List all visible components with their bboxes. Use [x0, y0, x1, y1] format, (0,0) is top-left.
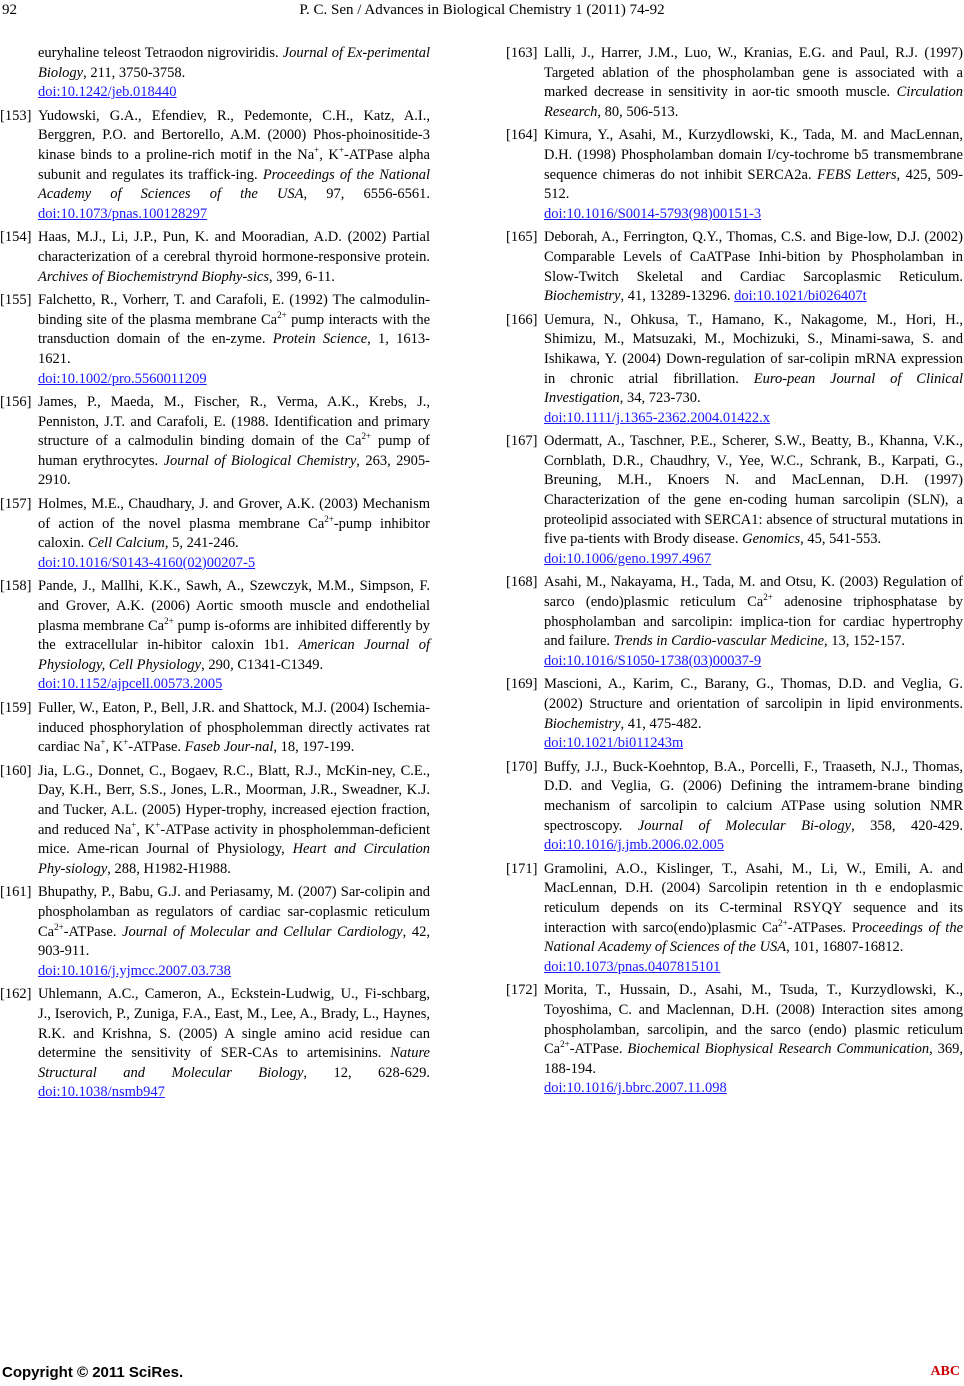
doi-link[interactable]: doi:10.1111/j.1365-2362.2004.01422.x: [544, 409, 770, 426]
reference-152-continuation: euryhaline teleost Tetraodon nigroviridis. Journal of Ex-perimental Biology, 211, 3750-3758. doi:10.1242/jeb.018440: [0, 44, 430, 103]
doi-link[interactable]: doi:10.1002/pro.5560011209: [38, 370, 207, 387]
doi-link[interactable]: doi:10.1242/jeb.018440: [38, 84, 177, 101]
reference-number: [156]: [0, 394, 32, 411]
doi-link[interactable]: doi:10.1073/pnas.0407815101: [544, 958, 721, 975]
reference-171: [171] Gramolini, A.O., Kislinger, T., Asahi, M., Li, W., Emili, A. and MacLennan, D.H. (2004) Sarcolipin retention in th e endoplasmic reticulum depends on its C-terminal RSYQY sequence and its interaction with sarco(endo)plasmic $Ca^{2+}$-ATPases. Proceedings of the National Academy of Sciences of the USA, 101, 16807-16812. doi:10.1073/pnas.0407815101: [506, 860, 963, 978]
reference-162: [162] Uhlemann, A.C., Cameron, A., Eckstein-Ludwig, U., Fi-schbarg, J., Iserovich, P., Zuniga, F.A., East, M., Lee, A., Brady, L., Haynes, R.K. and Krishna, S. (2005) A single amino acid residue can determine the sensitivity of SER-CAs to artemisinins. Nature Structural and Molecular Biology, 12, 628-629. doi:10.1038/nsmb947: [0, 985, 430, 1103]
reference-155: [155] Falchetto, R., Vorherr, T. and Carafoli, E. (1992) The calmodulin-binding site of the plasma membrane $Ca^{2+}$ pump interacts with the transduction domain of the en-zyme. Protein Science, 1, 1613-1621. doi:10.1002/pro.5560011209: [0, 291, 430, 389]
reference-number: [163]: [506, 45, 538, 61]
reference-159: [159] Fuller, W., Eaton, P., Bell, J.R. and Shattock, M.J. (2004) Ischemia-induced phosphorylation of phospholemman directly activates rat cardiac Na+, K+-ATPase. Faseb Jour-nal, 18, 197-199.: [0, 699, 430, 758]
reference-number: [155]: [0, 292, 32, 309]
reference-number: [166]: [506, 311, 538, 328]
reference-154: [154] Haas, M.J., Li, J.P., Pun, K. and Mooradian, A.D. (2002) Partial characterization of a cerebral thyroid hormone-responsive protein. Archives of Biochemistrynd Biophy-sics, 399, 6-11.: [0, 228, 430, 287]
reference-160: [160] Jia, L.G., Donnet, C., Bogaev, R.C., Blatt, R.J., McKin-ney, C.E., Day, K.H., Berr, S.S., Jones, L.R., Moorman, J.R., Sweadner, K.J. and Tucker, A.L. (2005) Hyper-trophy, increased ejection fraction, and reduced Na+, K+-ATPase activity in phospholemman-deficient mice. Ame-rican Journal of Physiology, Heart and Circulation Phy-siology, 288, H1982-H1988.: [0, 762, 430, 880]
doi-link[interactable]: doi:10.1021/bi011243m: [544, 735, 684, 752]
footer-copyright: Copyright © 2011 SciRes.: [2, 1364, 184, 1381]
reference-number: [160]: [0, 762, 32, 779]
doi-link[interactable]: doi:10.1016/j.yjmcc.2007.03.738: [38, 962, 231, 979]
doi-link[interactable]: doi:10.1021/bi026407t: [734, 288, 867, 305]
reference-number: [159]: [0, 700, 32, 716]
reference-number: [164]: [506, 127, 538, 144]
reference-number: [157]: [0, 496, 32, 513]
reference-number: [153]: [0, 107, 32, 124]
reference-number: [172]: [506, 982, 538, 999]
reference-number: [170]: [506, 758, 538, 775]
doi-link[interactable]: doi:10.1038/nsmb947: [38, 1084, 165, 1101]
reference-169: [169] Mascioni, A., Karim, C., Barany, G., Thomas, D.D. and Veglia, G. (2002) Structure and orientation of sarcolipin in lipid environments. Biochemistry, 41, 475-482. doi:10.1021/bi011243m: [506, 675, 963, 753]
doi-link[interactable]: doi:10.1016/S0014-5793(98)00151-3: [544, 205, 762, 222]
reference-161: [161] Bhupathy, P., Babu, G.J. and Periasamy, M. (2007) Sar-colipin and phospholamban as regulators of cardiac sar-coplasmic reticulum $Ca^{2+}$-ATPase. Journal of Molecular and Cellular Cardiology, 42, 903-911. doi:10.1016/j.yjmcc.2007.03.738: [0, 883, 430, 981]
reference-number: [158]: [0, 578, 32, 595]
doi-link[interactable]: doi:10.1016/S0143-4160(02)00207-5: [38, 554, 256, 571]
journal-logo: ABC: [930, 1364, 960, 1379]
reference-number: [167]: [506, 433, 538, 450]
reference-168: [168] Asahi, M., Nakayama, H., Tada, M. and Otsu, K. (2003) Regulation of sarco (endo)plasmic reticulum $Ca^{2+}$ adenosine triphosphatase by phospholamban and sarcolipin: implica-tion for cardiac hypertrophy and failure. Trends in Cardio-vascular Medicine, 13, 152-157. doi:10.1016/S1050-1738(03)00037-9: [506, 573, 963, 671]
reference-156: [156] James, P., Maeda, M., Fischer, R., Verma, A.K., Krebs, J., Penniston, J.T. and Carafoli, E. (1988. Identification and primary structure of a calmodulin binding domain of the $Ca^{2+}$ pump of human erythrocytes. Journal of Biological Chemistry, 263, 2905-2910.: [0, 393, 430, 491]
reference-number: [169]: [506, 676, 538, 693]
reference-164: [164] Kimura, Y., Asahi, M., Kurzydlowski, K., Tada, M. and MacLennan, D.H. (1998) Phospholamban domain I/cy-tochrome b5 transmembrane sequence chimeras do not inhibit SERCA2a. FEBS Letters, 425, 509-512. doi:10.1016/S0014-5793(98)00151-3: [506, 126, 963, 224]
doi-link[interactable]: doi:10.1006/geno.1997.4967: [544, 550, 712, 567]
reference-172: [172] Morita, T., Hussain, D., Asahi, M., Tsuda, T., Kurzydlowski, K., Toyoshima, C. and Maclennan, D.H. (2008) Interaction sites among phospholamban, sarcolipin, and the sarco (endo) plasmic reticulum $Ca^{2+}$-ATPase. Biochemical Biophysical Research Communication, 369, 188-194. doi:10.1016/j.bbrc.2007.11.098: [506, 981, 963, 1099]
doi-link[interactable]: doi:10.1016/j.bbrc.2007.11.098: [544, 1080, 727, 1097]
page-number: 92: [2, 2, 17, 18]
reference-167: [167] Odermatt, A., Taschner, P.E., Scherer, S.W., Beatty, B., Khanna, V.K., Cornblath, D.R., Chaudhry, V., Yee, W.C., Schrank, B., Karpati, G., Breuning, M.H., Knoers N. and MacLennan, D.H. (1997) Characterization of the gene en-coding human sarcolipin (SLN), a proteolipid associated with SERCA1: absence of structural mutations in five pa-tients with Brody disease. Genomics, 45, 541-553. doi:10.1006/geno.1997.4967: [506, 432, 963, 569]
reference-number: [162]: [0, 986, 32, 1003]
doi-link[interactable]: doi:10.1073/pnas.100128297: [38, 205, 208, 222]
reference-170: [170] Buffy, J.J., Buck-Koehntop, B.A., Porcelli, F., Traaseth, N.J., Thomas, D.D. and Veglia, G. (2006) Defining the intramem-brane binding mechanism of sarcolipin to calcium ATPase using solution NMR spectroscopy. Journal of Molecular Bi-ology, 358, 420-429. doi:10.1016/j.jmb.2006.02.005: [506, 758, 963, 856]
reference-number: [168]: [506, 574, 538, 591]
reference-number: [161]: [0, 884, 32, 901]
reference-column-left: [0, 44, 430, 1107]
reference-163: [163] Lalli, J., Harrer, J.M., Luo, W., Kranias, E.G. and Paul, R.J. (1997) Targeted ablation of the phospholamban gene is associated with a marked decrease in sensitivity in aor-tic smooth muscle. Circulation Research, 80, 506-513.: [506, 44, 963, 122]
reference-158: [158] Pande, J., Mallhi, K.K., Sawh, A., Szewczyk, M.M., Simpson, F. and Grover, A.K. (2006) Aortic smooth muscle and endothelial plasma membrane $Ca^{2+}$ pump is-oforms are inhibited differently by the extracellular in-hibitor caloxin 1b1. American Journal of Physiology, Cell Physiology, 290, C1341-C1349. doi:10.1152/ajpcell.00573.2005: [0, 577, 430, 695]
doi-link[interactable]: doi:10.1016/S1050-1738(03)00037-9: [544, 652, 762, 669]
reference-column-right: [506, 44, 963, 1103]
reference-157: [157] Holmes, M.E., Chaudhary, J. and Grover, A.K. (2003) Mechanism of action of the novel plasma membrane $Ca^{2+}$-pump inhibitor caloxin. Cell Calcium, 5, 241-246. doi:10.1016/S0143-4160(02)00207-5: [0, 495, 430, 573]
reference-153: [153] Yudowski, G.A., Efendiev, R., Pedemonte, C.H., Katz, A.I., Berggren, P.O. and Bertorello, A.M. (2000) Phos-phoinositide-3 kinase binds to a proline-rich motif in the Na+, K+-ATPase alpha subunit and regulates its traffick-ing. Proceedings of the National Academy of Sciences of the USA, 97, 6556-6561. doi:10.1073/pnas.100128297: [0, 107, 430, 225]
reference-166: [166] Uemura, N., Ohkusa, T., Hamano, K., Nakagome, M., Hori, H., Shimizu, M., Matsuzaki, M., Mochizuki, S., Minami-sawa, S. and Ishikawa, Y. (2004) Down-regulation of sar-colipin mRNA expression in chronic atrial fibrillation. Euro-pean Journal of Clinical Investigation, 34, 723-730. doi:10.1111/j.1365-2362.2004.01422.x: [506, 311, 963, 429]
running-header: P. C. Sen / Advances in Biological Chemistry 1 (2011) 74-92: [299, 2, 665, 18]
doi-link[interactable]: doi:10.1152/ajpcell.00573.2005: [38, 676, 223, 693]
reference-number: [154]: [0, 229, 32, 246]
doi-link[interactable]: doi:10.1016/j.jmb.2006.02.005: [544, 837, 725, 854]
reference-165: [165] Deborah, A., Ferrington, Q.Y., Thomas, C.S. and Bige-low, D.J. (2002) Comparable Levels of CaATPase Inhi-bition by Phospholamban in Slow-Twitch Skeletal and Cardiac Sarcoplasmic Reticulum. Biochemistry, 41, 13289-13296. doi:10.1021/bi026407t: [506, 228, 963, 306]
reference-number: [165]: [506, 229, 538, 246]
reference-number: [171]: [506, 860, 538, 877]
